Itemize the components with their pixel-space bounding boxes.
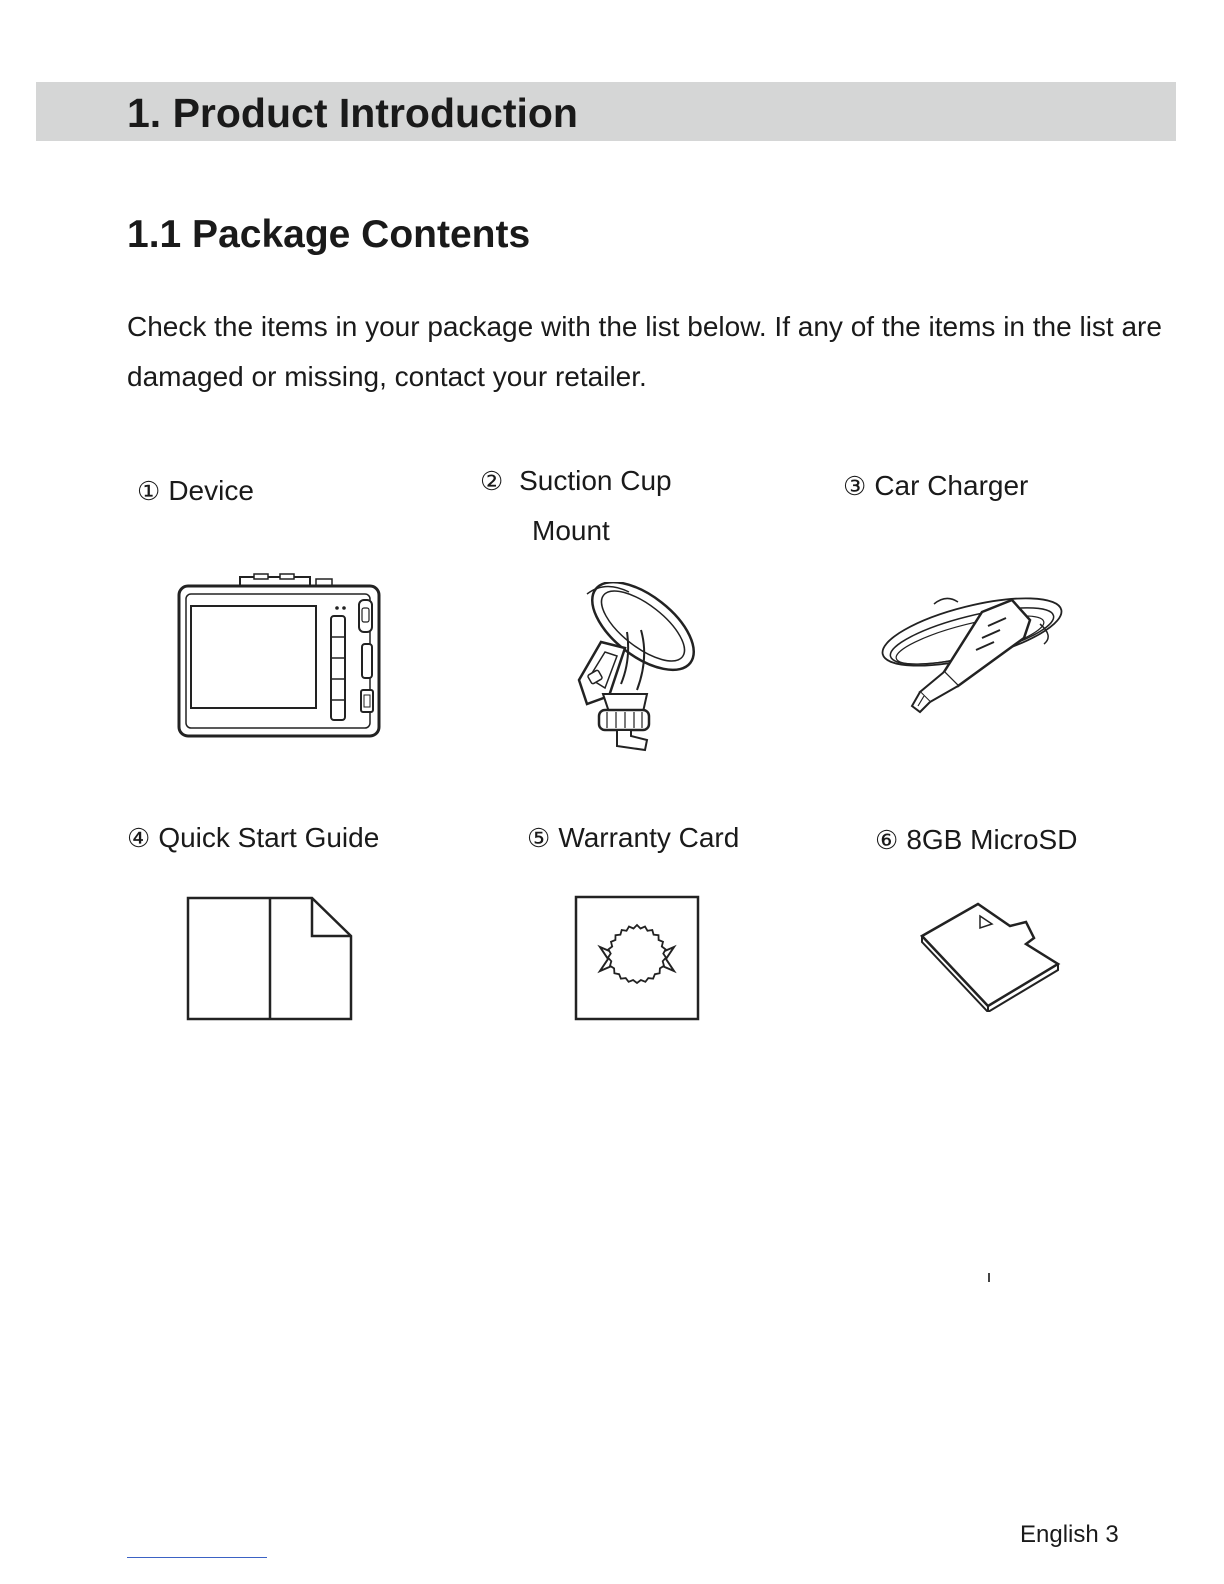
car-charger-icon [874,582,1070,718]
item-label-microsd [875,817,1077,863]
item-label-warranty-card [527,815,739,861]
item-label-quick-start-guide [127,815,379,861]
item-label-suction-cup-mount-line2: Mount [532,515,610,546]
microsd-card-icon [918,900,1064,1012]
intro-paragraph: Check the items in your package with the list below. If any of the items in the list are damaged or missing, contact your retailer. [127,311,1162,392]
item-label-device [137,468,254,514]
stray-mark [988,1273,990,1282]
item-label-car-charger [843,463,1028,509]
item-number: ② [480,466,504,496]
suction-cup-mount-icon [565,582,705,754]
item-name: Quick Start Guide [158,822,380,853]
item-label-suction-cup-mount [480,458,672,504]
item-number: ⑤ [527,823,551,853]
chapter-title: 1. Product Introduction [127,90,578,136]
item-name: Car Charger [874,470,1029,501]
dashcam-device-icon [176,572,382,740]
item-number: ④ [127,823,151,853]
footer-rule [127,1557,267,1558]
section-title: 1.1 Package Contents [127,213,531,256]
item-name: 8GB MicroSD [906,824,1078,855]
page-number: English 3 [1020,1521,1119,1548]
quick-start-guide-icon [186,896,354,1022]
warranty-card-icon [574,895,700,1021]
item-number: ① [137,476,161,506]
item-name: Device [168,475,254,506]
item-number: ⑥ [875,825,899,855]
item-name: Suction Cup [519,465,672,496]
item-number: ③ [843,471,867,501]
item-name: Warranty Card [558,822,740,853]
